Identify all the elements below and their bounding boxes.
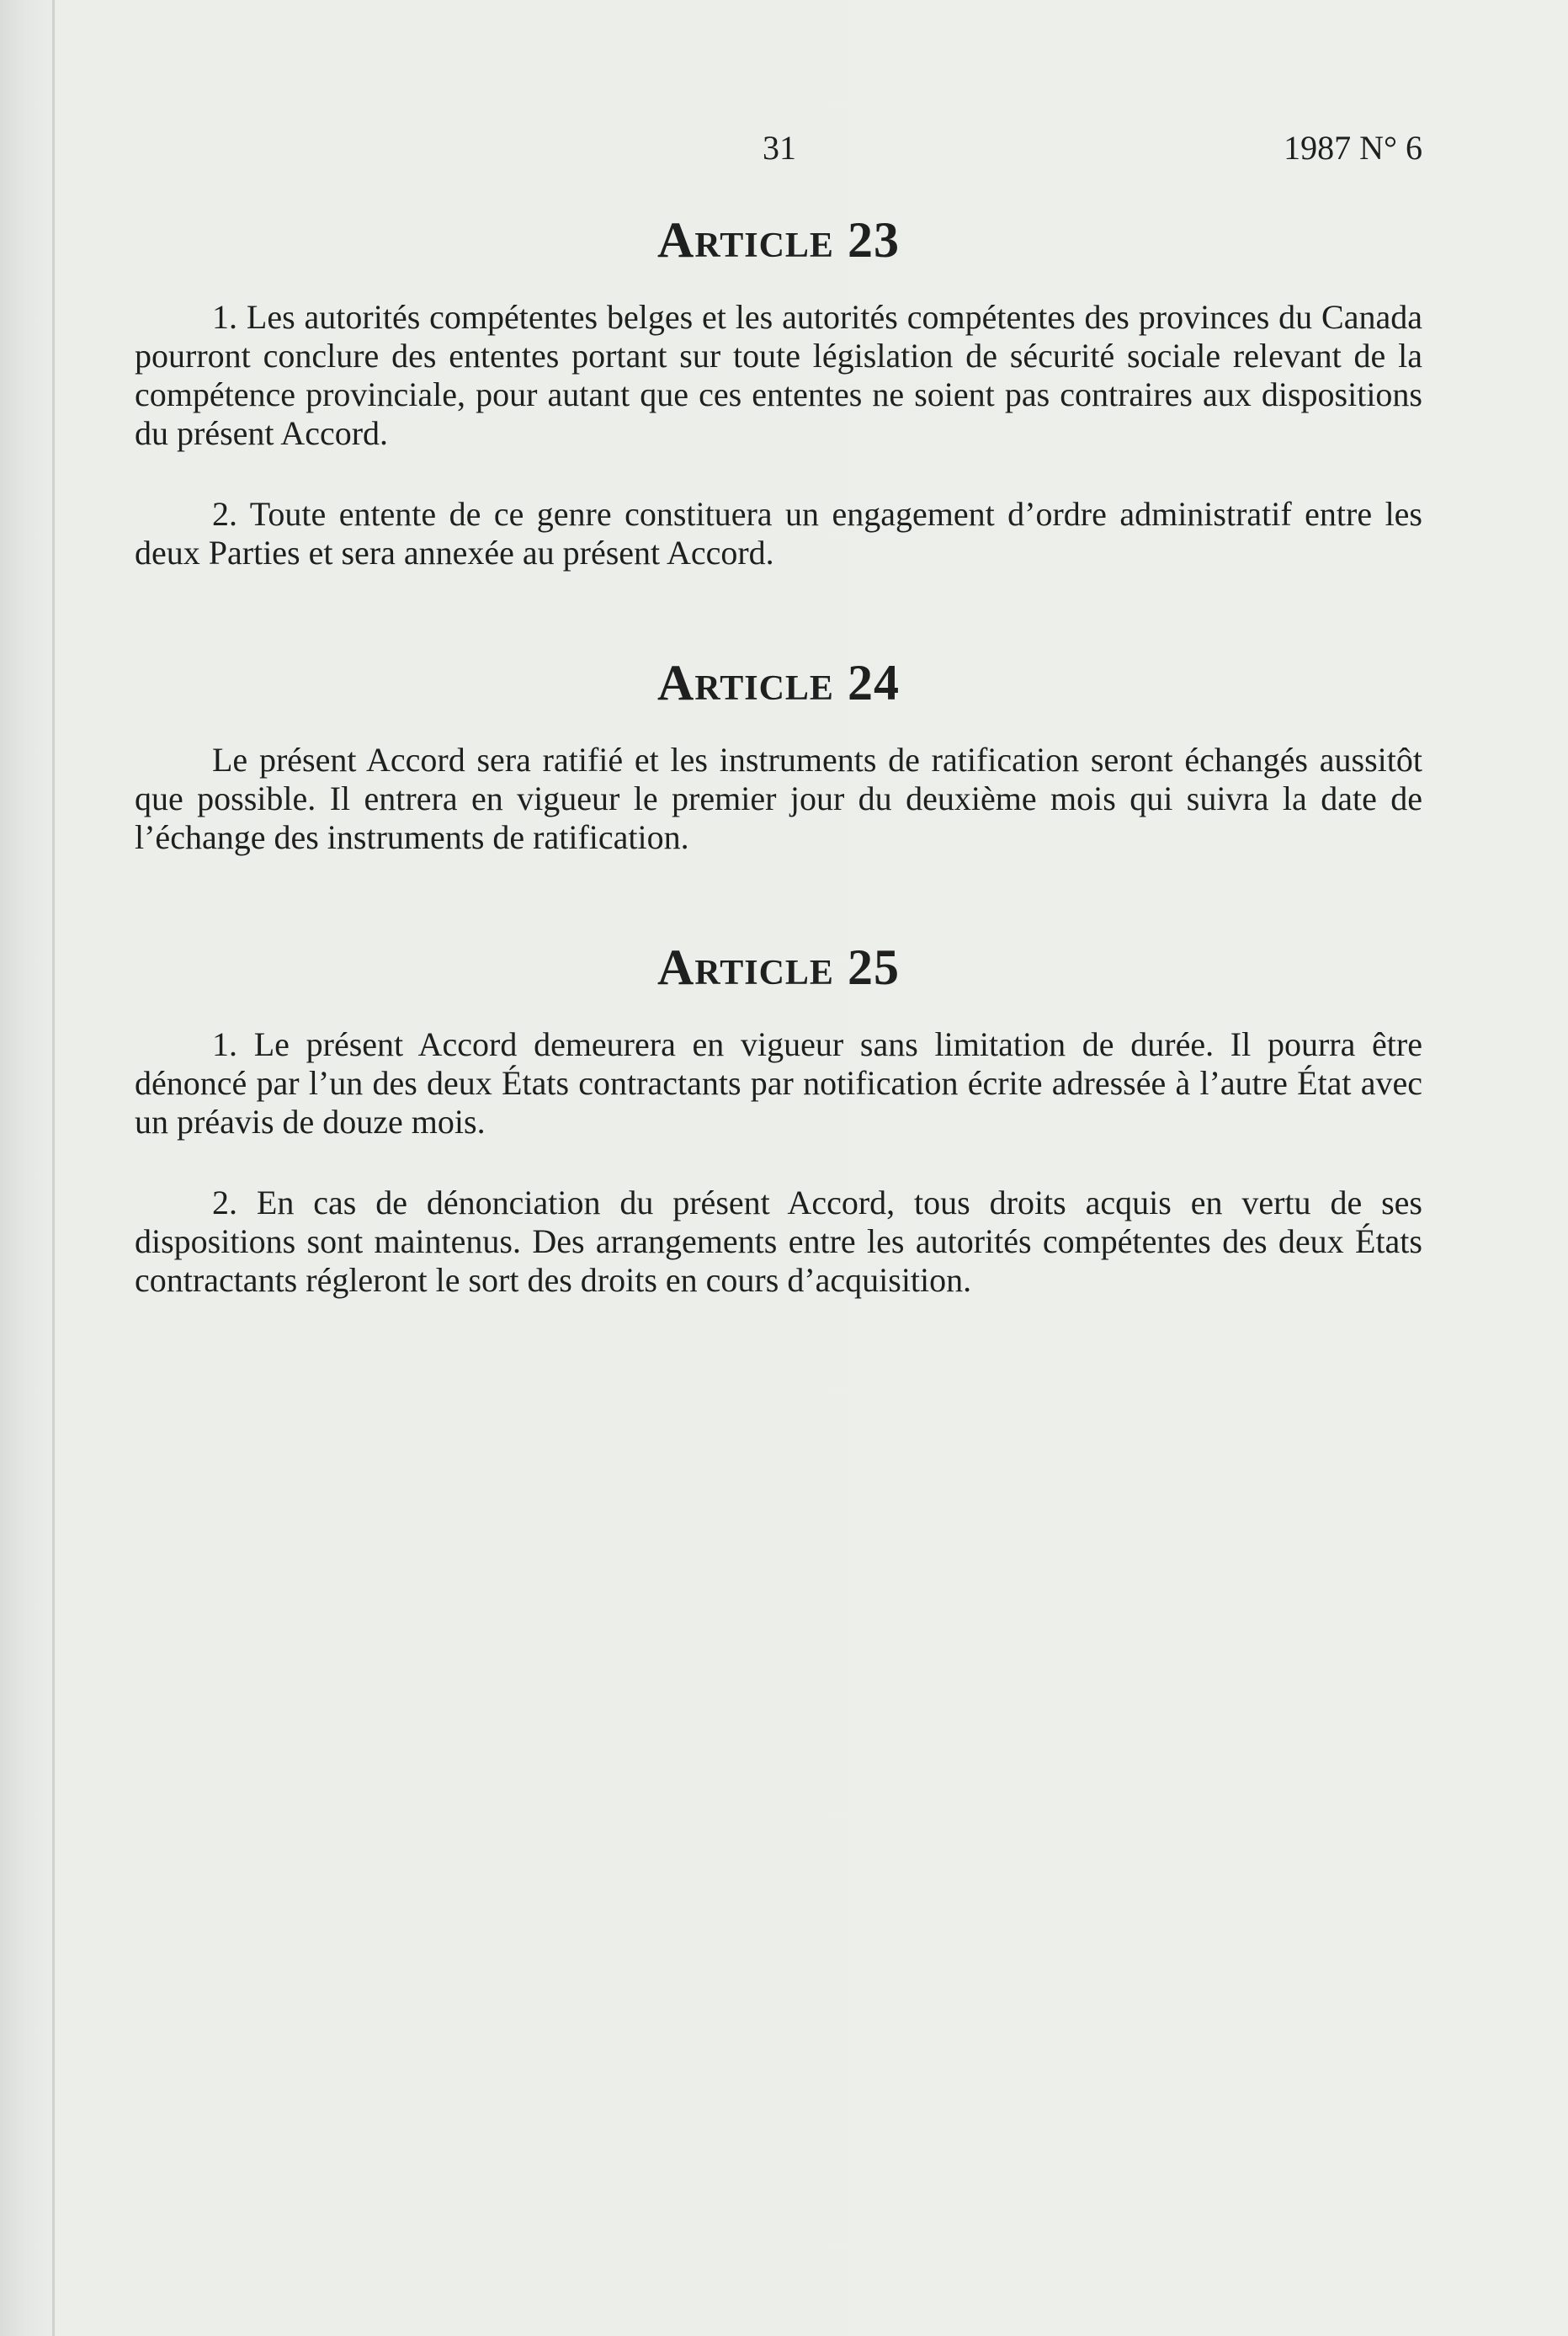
page-header [135, 128, 1422, 178]
article-paragraph: 1. Les autorités compétentes belges et les autorités compétentes des provinces du Canada pourront conclure des ententes portant sur toute législation de sécurité sociale relevant de la compétence provinciale, pour autant que ces ententes ne soient pas contraires aux dispositions du présent Accord. [135, 298, 1422, 452]
article-title: Article 24 [657, 655, 900, 710]
binding-edge [52, 0, 55, 2336]
article-25 [135, 939, 1422, 1300]
document-body [135, 212, 1422, 1300]
article-paragraph: Le présent Accord sera ratifié et les instruments de ratification seront échangés aussitôt que possible. Il entrera en vigueur le premier jour du deuxième mois qui suivra la date de l’échange des instruments de ratification. [135, 741, 1422, 856]
document-reference: 1987 N° 6 [1284, 129, 1422, 167]
article-paragraph: 1. Le présent Accord demeurera en vigueur sans limitation de durée. Il pourra être dénoncé par l’un des deux États contractants par notification écrite adressée à l’autre État avec un préavis de douze mois. [135, 1025, 1422, 1141]
article-title: Article 23 [657, 212, 900, 268]
article-23 [135, 212, 1422, 572]
article-paragraph: 2. Toute entente de ce genre constituera un engagement d’ordre administratif entre les deux Parties et sera annexée au présent Accord. [135, 495, 1422, 572]
article-24 [135, 655, 1422, 857]
article-title: Article 25 [657, 939, 900, 995]
page-number: 31 [763, 129, 796, 167]
article-paragraph: 2. En cas de dénonciation du présent Accord, tous droits acquis en vertu de ses dispositions sont maintenus. Des arrangements entre les autorités compétentes des deux États contractants régleront le sort des droits en cours d’acquisition. [135, 1184, 1422, 1299]
